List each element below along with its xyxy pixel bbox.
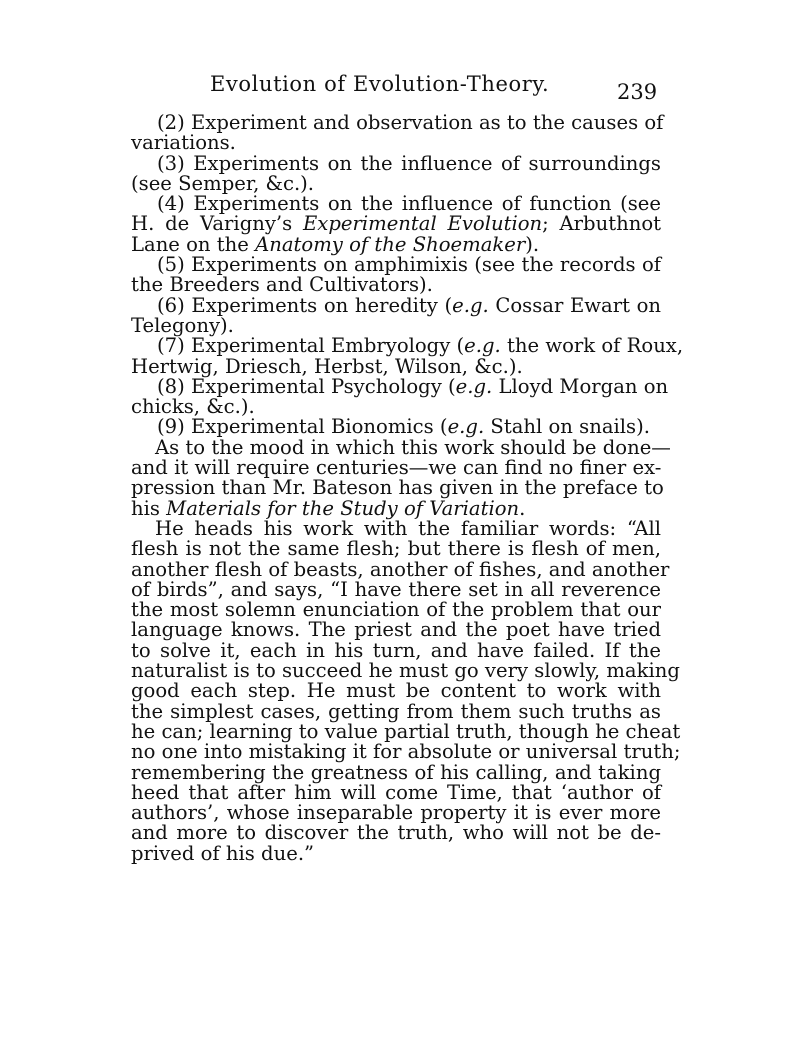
text-line — [131, 417, 661, 437]
text-line: flesh is not the same flesh; but there is flesh of men, — [131, 537, 661, 561]
page-number: 239 — [617, 80, 658, 104]
text-line: (see Semper, &c.). — [131, 171, 315, 195]
text-line: (4) Experiments on the influence of function (see — [157, 192, 661, 216]
text-line: heed that after him will come Time, that ‘author of — [131, 780, 661, 804]
text-run: ; Arbuthnot — [542, 212, 661, 236]
text-line: Telegony). — [131, 313, 234, 337]
text-line: (5) Experiments on amphimixis (see the records of — [157, 253, 661, 277]
text-line: chicks, &c.). — [131, 395, 255, 419]
text-run: Lane on the — [131, 232, 256, 256]
text-line: and it will require centuries—we can find no finer ex- — [131, 456, 662, 480]
text-line: the most solemn enunciation of the problem that our — [131, 598, 661, 622]
running-title: Evolution of Evolution-Theory. — [210, 72, 550, 96]
text-line — [131, 293, 661, 317]
text-run: . — [519, 496, 526, 520]
italic-title: Materials for the Study of Variation — [166, 496, 520, 520]
text-run: his — [131, 496, 167, 520]
text-line — [131, 334, 684, 358]
text-line: naturalist is to succeed he must go very slowly, making — [131, 659, 680, 683]
text-line: remembering the greatness of his calling, and taking — [131, 760, 661, 784]
text-line: and more to discover the truth, who will not be de- — [131, 821, 661, 845]
text-line: good each step. He must be content to work with — [131, 679, 661, 703]
text-line — [131, 374, 669, 398]
text-line: (3) Experiments on the influence of surroundings — [157, 151, 661, 175]
text-line: no one into mistaking it for absolute or universal truth; — [131, 740, 681, 764]
page-body — [131, 111, 684, 865]
text-run: Cossar Ewart on — [488, 293, 661, 317]
text-run: Lloyd Morgan on — [492, 374, 669, 398]
text-line: (2) Experiment and observation as to the causes of — [157, 111, 664, 134]
text-line: He heads his work with the familiar words: “All — [155, 516, 661, 540]
text-line: language knows. The priest and the poet have tried — [131, 618, 661, 642]
italic-title: Experimental Evolution — [303, 212, 543, 236]
text-line: Hertwig, Driesch, Herbst, Wilson, &c.). — [131, 354, 523, 378]
text-run: (7) Experimental Embryology ( — [157, 334, 465, 358]
text-line: the Breeders and Cultivators). — [131, 273, 433, 297]
text-line: of birds”, and says, “I have there set in all reverence — [131, 577, 661, 601]
text-line: authors’, whose inseparable property it is ever more — [131, 801, 661, 825]
text-run: Stahl on snails). — [484, 415, 650, 439]
text-run: (6) Experiments on heredity ( — [157, 293, 453, 317]
text-line: another flesh of beasts, another of fishes, and another — [131, 557, 670, 581]
text-line: the simplest cases, getting from them such truths as — [131, 699, 661, 723]
text-run: (9) Experimental Bionomics ( — [157, 415, 448, 439]
text-line — [131, 496, 661, 520]
text-line — [131, 232, 661, 256]
text-line: prived of his due.” — [131, 841, 315, 865]
text-line: pression than Mr. Bateson has given in the preface to — [131, 476, 664, 500]
text-line: to solve it, each in his turn, and have failed. If the — [131, 638, 661, 662]
italic-title: Anatomy of the Shoemaker — [255, 232, 526, 256]
text-line: he can; learning to value partial truth, though he cheat — [131, 719, 681, 743]
text-run: ). — [525, 232, 540, 256]
text-run: H. de Varigny’s — [131, 212, 303, 236]
italic-abbrev: e.g. — [452, 293, 489, 317]
text-line — [131, 214, 661, 234]
italic-abbrev: e.g. — [447, 415, 485, 439]
text-line: As to the mood in which this work should be done— — [155, 435, 671, 459]
italic-abbrev: e.g. — [464, 334, 501, 358]
italic-abbrev: e.g. — [455, 374, 493, 398]
text-line: variations. — [131, 131, 236, 155]
text-run: (8) Experimental Psychology ( — [157, 374, 456, 398]
text-run: the work of Roux, — [500, 334, 684, 358]
